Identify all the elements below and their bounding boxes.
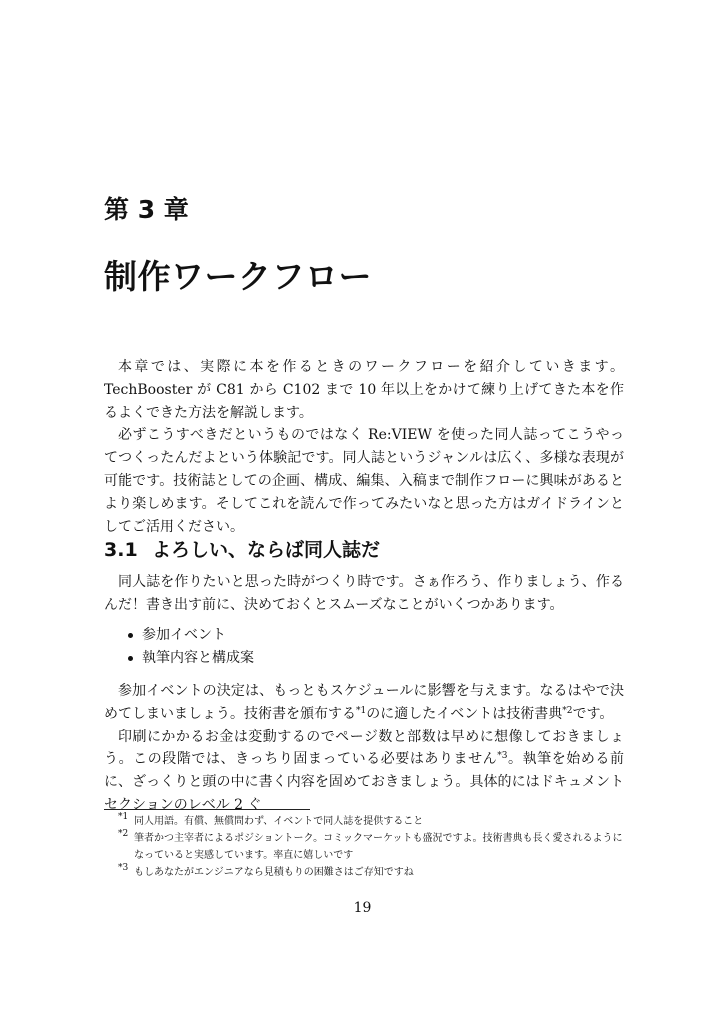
footnote-2 <box>104 830 624 864</box>
section-paragraph-2 <box>104 680 624 726</box>
section-intro <box>104 571 624 617</box>
page-number: 19 <box>353 900 372 916</box>
section-heading <box>104 536 380 564</box>
footnote-1 <box>104 813 624 830</box>
bullet-icon <box>128 633 133 638</box>
footnote-text: 同人用語。有償、無償問わず、イベントで同人誌を提供すること <box>134 816 424 827</box>
footnote-ref-1[interactable]: *1 <box>356 705 367 716</box>
intro-text <box>104 356 624 538</box>
list-item-label: 執筆内容と構成案 <box>142 649 254 666</box>
list-item <box>124 647 254 670</box>
intro-paragraph-2: 必ずこうすべきだというものではなく Re:VIEW を使った同人誌ってこうやってつくったんだよという体験記です。同人誌というジャンルは広く、多様な表現が可能です。技術誌としての企画、構成、編集、入稿まで制作フローに興味があるとより楽しめます。そしてこれを読んで作ってみたいなと思った方はガイドラインとしてご活用ください。 <box>104 427 624 535</box>
bullet-icon <box>128 656 133 661</box>
footnote-ref-2[interactable]: *2 <box>562 705 573 716</box>
footnote-mark: *2 <box>118 829 129 839</box>
chapter-title: 制作ワークフロー <box>104 257 372 296</box>
footnote-text: 筆者かつ主宰者によるポジショントーク。コミックマーケットも盛況ですよ。技術書典も長く愛されるようになっていると実感しています。率直に嬉しいです <box>134 833 623 861</box>
footnote-mark: *3 <box>118 863 129 873</box>
list-item-label: 参加イベント <box>142 627 226 643</box>
text-run: 印刷にかかるお金は変動するのでページ数と部数は早めに想像しておきましょう。この段階では、きっちり固まっている必要はありません <box>104 728 624 768</box>
intro-paragraph-1: 本章では、実際に本を作るときのワークフローを紹介していきます。TechBooster が C81 から C102 まで 10 年以上をかけて練り上げてきた本を作るよくできた方法を解説します。 <box>104 359 624 421</box>
text-run: のに適したイベントは技術書典 <box>366 705 563 722</box>
text-run: 参加イベントの決定は、もっともスケジュールに影響を与えます。なるはやで決めてしまいましょう。技術書を頒布する <box>104 683 624 722</box>
footnote-3 <box>104 864 624 881</box>
section-number: 3.1 <box>104 539 138 561</box>
section-body <box>104 680 624 817</box>
footnote-mark: *1 <box>118 812 129 822</box>
footnote-ref-3[interactable]: *3 <box>497 751 508 762</box>
text-run: 。執筆を始める前に、ざっくりと頭の中に書く内容を固めておきましょう。具体的にはドキュメントセクションのレベル 2 ぐ <box>104 751 625 813</box>
footnotes <box>104 813 624 881</box>
section-title: よろしい、ならば同人誌だ <box>152 539 381 561</box>
chapter-label: 第 3 章 <box>104 195 189 224</box>
footnote-divider <box>104 809 310 810</box>
bullet-list <box>124 624 254 670</box>
section-paragraph-1: 同人誌を作りたいと思った時がつくり時です。さぁ作ろう、作りましょう、作るんだ！書き出す前に、決めておくとスムーズなことがいくつかあります。 <box>104 574 624 613</box>
section-paragraph-3 <box>104 726 624 817</box>
list-item <box>124 624 254 647</box>
text-run: です。 <box>572 705 614 722</box>
footnote-text: もしあなたがエンジニアなら見積もりの困難さはご存知ですね <box>134 867 414 878</box>
